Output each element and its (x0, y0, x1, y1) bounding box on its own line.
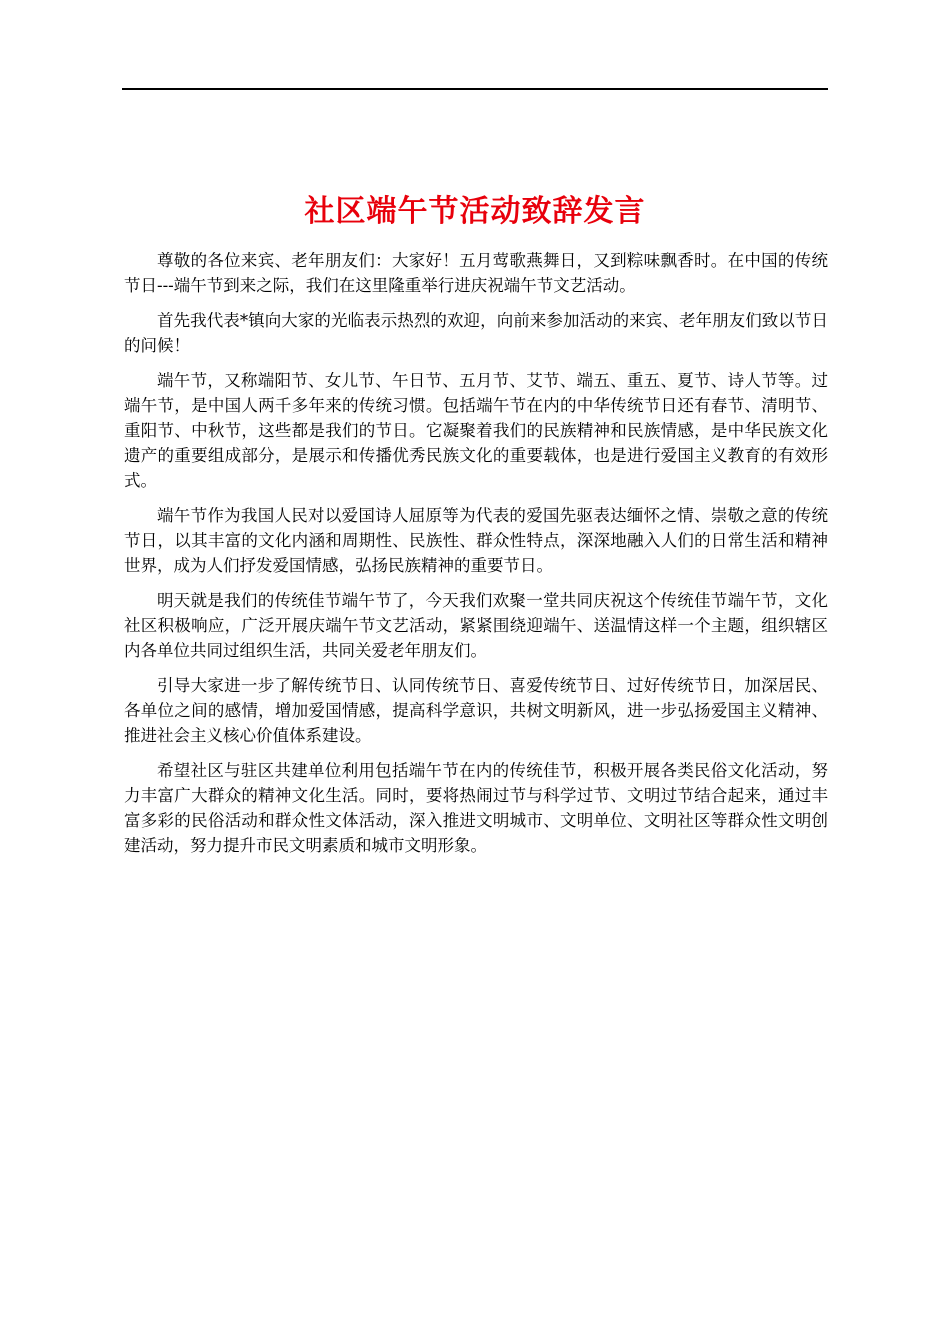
document-body (124, 248, 828, 868)
paragraph-festival-names: 端午节，又称端阳节、女儿节、午日节、五月节、艾节、端五、重五、夏节、诗人节等。过端午节，是中国人两千多年来的传统习惯。包括端午节在内的中华传统节日还有春节、清明节、重阳节、中秋节，这些都是我们的节日。它凝聚着我们的民族精神和民族情感，是中华民族文化遗产的重要组成部分，是展示和传播优秀民族文化的重要载体，也是进行爱国主义教育的有效形式。 (124, 371, 828, 490)
paragraph-greeting: 尊敬的各位来宾、老年朋友们：大家好！五月莺歌燕舞日，又到粽味飘香时。在中国的传统节日---端午节到来之际，我们在这里隆重举行进庆祝端午节文艺活动。 (124, 251, 828, 295)
document-title: 社区端午节活动致辞发言 (304, 194, 646, 229)
paragraph-guidance: 引导大家进一步了解传统节日、认同传统节日、喜爱传统节日、过好传统节日，加深居民、各单位之间的感情，增加爱国情感，提高科学意识，共树文明新风，进一步弘扬爱国主义精神、推进社会主义核心价值体系建设。 (124, 676, 828, 745)
paragraph-qu-yuan: 端午节作为我国人民对以爱国诗人屈原等为代表的爱国先驱表达缅怀之情、崇敬之意的传统节日，以其丰富的文化内涵和周期性、民族性、群众性特点，深深地融入人们的日常生活和精神世界，成为人们抒发爱国情感，弘扬民族精神的重要节日。 (124, 506, 828, 575)
paragraph-welcome: 首先我代表*镇向大家的光临表示热烈的欢迎，向前来参加活动的来宾、老年朋友们致以节日的问候！ (124, 311, 828, 355)
paragraph-celebration: 明天就是我们的传统佳节端午节了，今天我们欢聚一堂共同庆祝这个传统佳节端午节，文化社区积极响应，广泛开展庆端午节文艺活动，紧紧围绕迎端午、送温情这样一个主题，组织辖区内各单位共同过组织生活，共同关爱老年朋友们。 (124, 591, 828, 660)
paragraph-hope: 希望社区与驻区共建单位利用包括端午节在内的传统佳节，积极开展各类民俗文化活动，努力丰富广大群众的精神文化生活。同时，要将热闹过节与科学过节、文明过节结合起来，通过丰富多彩的民俗活动和群众性文体活动，深入推进文明城市、文明单位、文明社区等群众性文明创建活动，努力提升市民文明素质和城市文明形象。 (124, 761, 828, 855)
header-rule (122, 88, 828, 90)
